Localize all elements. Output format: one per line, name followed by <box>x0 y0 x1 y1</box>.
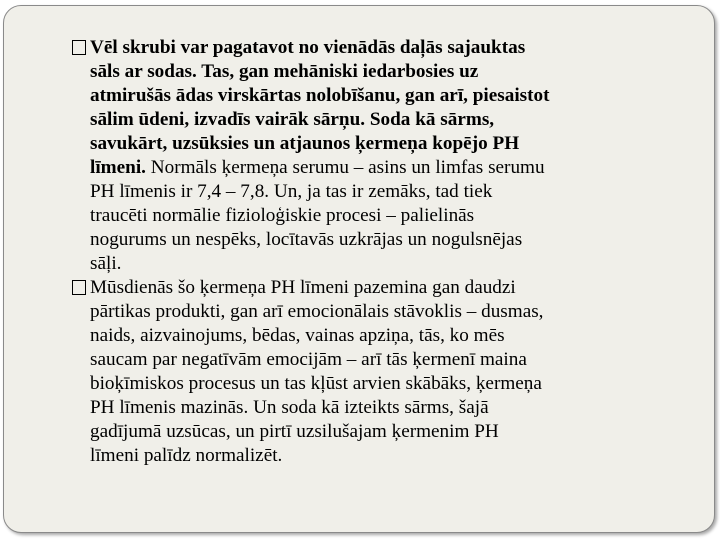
text-line: savukārt, uzsūksies un atjaunos ķermeņa kopējo PH <box>90 133 520 154</box>
text-line: gadījumā uzsūcas, un pirtī uzsilušajam ķermenim PH <box>90 421 499 442</box>
text-line: sālim ūdeni, izvadīs vairāk sārņu. Soda kā sārms, <box>90 109 495 130</box>
text-line: līmeni palīdz normalizēt. <box>90 445 283 466</box>
text-line: sāls ar sodas. Tas, gan mehāniski iedarbosies uz <box>90 61 479 82</box>
text-line: bioķīmiskos procesus un tas kļūst arvien skābāks, ķermeņa <box>90 373 542 394</box>
square-bullet-icon <box>72 40 86 55</box>
text-line: PH līmenis mazinās. Un soda kā izteikts sārms, šajā <box>90 397 489 418</box>
paragraph-1 <box>72 36 682 276</box>
text-line: līmeni. Normāls ķermeņa serumu – asins un limfas serumu <box>90 157 545 178</box>
text-line: sāļi. <box>90 253 122 274</box>
square-bullet-icon <box>72 280 86 295</box>
text-line: atmirušās ādas virskārtas nolobīšanu, gan arī, piesaistot <box>90 85 550 106</box>
text-line: Mūsdienās šo ķermeņa PH līmeni pazemina gan daudzi <box>90 277 516 298</box>
text-line: traucēti normālie fizioloģiskie procesi – palielinās <box>90 205 475 226</box>
paragraph-2 <box>72 276 682 468</box>
text-line: PH līmenis ir 7,4 – 7,8. Un, ja tas ir zemāks, tad tiek <box>90 181 493 202</box>
text-line: pārtikas produkti, gan arī emocionālais stāvoklis – dusmas, <box>90 301 544 322</box>
slide-content <box>72 36 682 468</box>
text-line: saucam par negatīvām emocijām – arī tās ķermenī maina <box>90 349 527 370</box>
text-line: naids, aizvainojums, bēdas, vainas apziņa, tās, ko mēs <box>90 325 505 346</box>
text-line: Vēl skrubi var pagatavot no vienādās daļās sajauktas <box>90 37 526 58</box>
text-line: nogurums un nespēks, locītavās uzkrājas un nogulsnējas <box>90 229 523 250</box>
